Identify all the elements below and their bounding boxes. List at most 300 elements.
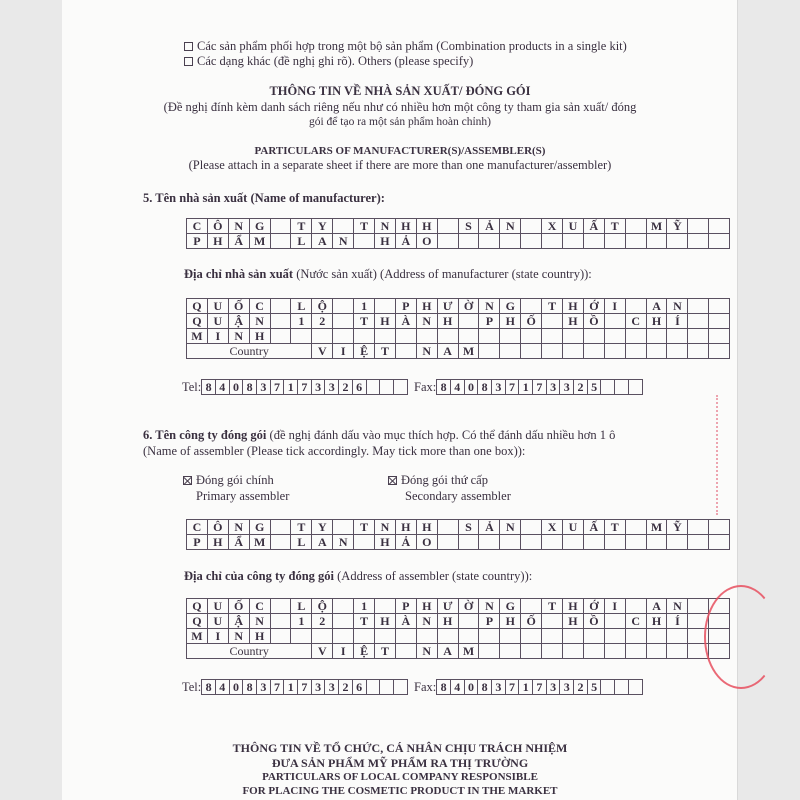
char-cell: H (395, 520, 416, 535)
char-cell (375, 629, 396, 644)
char-cell: H (646, 614, 667, 629)
digit-cell: 0 (464, 680, 478, 695)
digit-cell: 6 (352, 380, 366, 395)
char-cell: N (249, 614, 270, 629)
digit-cell: 7 (533, 380, 547, 395)
char-cell: U (207, 614, 228, 629)
char-cell: Í (667, 614, 688, 629)
char-cell: P (395, 599, 416, 614)
char-cell (688, 299, 709, 314)
char-cell (625, 234, 646, 249)
char-cell: A (646, 299, 667, 314)
char-cell (646, 535, 667, 550)
char-cell: Q (187, 614, 208, 629)
char-cell: H (563, 599, 584, 614)
country-cell (479, 344, 500, 359)
checked-checkbox-icon (388, 476, 397, 485)
char-cell: Ồ (583, 314, 604, 329)
char-cell (416, 329, 437, 344)
char-cell: Ỹ (667, 520, 688, 535)
char-cell: T (542, 599, 563, 614)
char-cell (437, 329, 458, 344)
char-cell: Ộ (312, 299, 333, 314)
char-cell (646, 629, 667, 644)
country-cell: M (458, 644, 479, 659)
char-cell (625, 520, 646, 535)
country-cell (500, 344, 521, 359)
country-cell: Ệ (354, 644, 375, 659)
country-cell: T (375, 644, 396, 659)
char-cell (604, 329, 625, 344)
char-cell: Q (187, 599, 208, 614)
char-cell: Ớ (583, 599, 604, 614)
char-cell (458, 614, 479, 629)
char-cell (521, 599, 542, 614)
country-cell (625, 644, 646, 659)
char-cell: Ả (479, 219, 500, 234)
char-cell (688, 535, 709, 550)
char-cell (270, 329, 291, 344)
digit-cell: 4 (450, 380, 464, 395)
digit-cell: 3 (560, 680, 574, 695)
footer-heading-en-1: PARTICULARS OF LOCAL COMPANY RESPONSIBLE (262, 771, 538, 783)
char-cell: Ấ (583, 520, 604, 535)
primary-assembler-en: Primary assembler (196, 489, 290, 503)
fax-label: Fax: (414, 379, 437, 394)
char-cell: P (479, 614, 500, 629)
char-cell: H (563, 614, 584, 629)
char-cell (354, 234, 375, 249)
digit-cell: 8 (243, 380, 257, 395)
footer-heading-en-2: FOR PLACING THE COSMETIC PRODUCT IN THE MARKET (242, 785, 558, 797)
char-cell: H (207, 234, 228, 249)
char-cell: N (667, 599, 688, 614)
country-cell (646, 344, 667, 359)
char-cell (270, 314, 291, 329)
char-cell: L (291, 535, 312, 550)
char-cell (375, 329, 396, 344)
footer-heading-vi-2: ĐƯA SẢN PHẨM MỸ PHẨM RA THỊ TRƯỜNG (271, 756, 529, 770)
char-cell: G (249, 219, 270, 234)
char-cell (521, 629, 542, 644)
char-cell (437, 520, 458, 535)
digit-cell (380, 680, 394, 695)
char-cell: N (333, 535, 354, 550)
q6-name-grid (186, 519, 730, 550)
char-cell (688, 520, 709, 535)
char-cell: H (437, 314, 458, 329)
char-cell (521, 329, 542, 344)
digit-cell (615, 680, 629, 695)
char-cell (270, 219, 291, 234)
digit-cell: 1 (519, 380, 533, 395)
char-cell: U (207, 599, 228, 614)
char-cell: N (228, 219, 249, 234)
digit-cell: 3 (257, 680, 271, 695)
country-cell (604, 644, 625, 659)
digit-cell: 7 (298, 380, 312, 395)
char-cell: T (604, 520, 625, 535)
q6-address-label-rest: (Address of assembler (state country)): (334, 569, 533, 583)
country-cell (604, 344, 625, 359)
char-cell (291, 629, 312, 644)
char-cell (646, 329, 667, 344)
char-cell: T (604, 219, 625, 234)
char-cell: H (563, 314, 584, 329)
country-cell (563, 344, 584, 359)
char-cell: N (416, 614, 437, 629)
char-cell: H (375, 314, 396, 329)
manufacturer-heading-vi: THÔNG TIN VỀ NHÀ SẢN XUẤT/ ĐÓNG GÓI (269, 84, 531, 98)
char-cell: N (667, 299, 688, 314)
char-cell (521, 520, 542, 535)
char-cell (416, 629, 437, 644)
country-cell (542, 344, 563, 359)
char-cell: Ớ (583, 299, 604, 314)
char-cell (688, 329, 709, 344)
char-cell: À (395, 314, 416, 329)
digit-cell: 0 (229, 380, 243, 395)
char-cell (333, 520, 354, 535)
char-cell (688, 314, 709, 329)
char-cell (625, 329, 646, 344)
char-cell (333, 329, 354, 344)
char-cell: H (646, 314, 667, 329)
char-cell: 1 (354, 299, 375, 314)
digit-cell: 8 (202, 680, 216, 695)
country-label: Country (187, 344, 312, 359)
q6-label-en: (Name of assembler (Please tick accordingly. May tick more than one box)): (143, 444, 526, 458)
country-cell: A (437, 344, 458, 359)
char-cell (709, 234, 730, 249)
char-cell (563, 234, 584, 249)
country-cell (583, 344, 604, 359)
char-cell (479, 629, 500, 644)
digit-cell: 8 (243, 680, 257, 695)
char-cell: T (354, 614, 375, 629)
char-cell (604, 629, 625, 644)
char-cell: N (333, 234, 354, 249)
digit-cell: 8 (202, 380, 216, 395)
char-cell (667, 234, 688, 249)
char-cell: P (187, 234, 208, 249)
char-cell (583, 629, 604, 644)
char-cell (333, 219, 354, 234)
digit-cell: 3 (311, 380, 325, 395)
digit-cell: 1 (284, 380, 298, 395)
q5-address-grid (186, 298, 730, 359)
char-cell: À (395, 614, 416, 629)
char-cell (500, 629, 521, 644)
char-cell (500, 329, 521, 344)
char-cell: P (479, 314, 500, 329)
char-cell (333, 629, 354, 644)
char-cell (688, 234, 709, 249)
char-cell (312, 329, 333, 344)
char-cell: Ộ (312, 599, 333, 614)
char-cell: M (187, 629, 208, 644)
char-cell: N (500, 219, 521, 234)
char-cell: Ả (395, 535, 416, 550)
char-cell (458, 535, 479, 550)
digit-cell: 1 (284, 680, 298, 695)
char-cell (395, 329, 416, 344)
char-cell (354, 629, 375, 644)
char-cell (437, 219, 458, 234)
char-cell: T (354, 314, 375, 329)
digit-cell: 3 (491, 380, 505, 395)
char-cell (521, 535, 542, 550)
digit-cell: 2 (574, 380, 588, 395)
char-cell (270, 234, 291, 249)
country-cell: A (437, 644, 458, 659)
digit-cell: 8 (437, 680, 451, 695)
char-cell: Ồ (583, 614, 604, 629)
primary-assembler-option (183, 474, 274, 487)
char-cell (583, 535, 604, 550)
digit-cell: 7 (270, 380, 284, 395)
char-cell (270, 599, 291, 614)
q5-tel-boxes (201, 379, 407, 395)
char-cell: H (416, 219, 437, 234)
checkbox-icon (184, 57, 193, 66)
digit-cell: 7 (505, 380, 519, 395)
char-cell: X (542, 520, 563, 535)
char-cell: H (500, 314, 521, 329)
country-cell: V (312, 644, 333, 659)
char-cell (395, 629, 416, 644)
country-cell: I (333, 344, 354, 359)
q6-tel-boxes (201, 679, 407, 695)
digit-cell: 7 (270, 680, 284, 695)
tel-label: Tel: (182, 379, 202, 394)
char-cell: T (542, 299, 563, 314)
char-cell (458, 314, 479, 329)
char-cell (709, 314, 730, 329)
char-cell: Ờ (458, 599, 479, 614)
char-cell: U (563, 520, 584, 535)
char-cell: Y (312, 520, 333, 535)
char-cell (563, 535, 584, 550)
country-cell (667, 344, 688, 359)
digit-cell: 7 (533, 680, 547, 695)
char-cell: O (416, 535, 437, 550)
char-cell (542, 629, 563, 644)
country-cell (395, 644, 416, 659)
char-cell (646, 234, 667, 249)
digit-cell: 8 (478, 680, 492, 695)
char-cell: Ả (479, 520, 500, 535)
digit-cell: 7 (505, 680, 519, 695)
char-cell: Ố (228, 299, 249, 314)
char-cell (688, 599, 709, 614)
char-cell: H (416, 520, 437, 535)
digit-cell (393, 380, 407, 395)
char-cell (312, 629, 333, 644)
char-cell: H (563, 299, 584, 314)
digit-cell: 3 (546, 380, 560, 395)
digit-cell (366, 380, 380, 395)
kit-option-others (184, 55, 473, 68)
char-cell: M (249, 234, 270, 249)
char-cell: N (479, 299, 500, 314)
char-cell (542, 314, 563, 329)
char-cell: Ô (207, 219, 228, 234)
char-cell (521, 299, 542, 314)
q6-label-bold: 6. Tên công ty đóng gói (143, 428, 267, 442)
q6-label (143, 429, 615, 442)
char-cell: C (625, 614, 646, 629)
char-cell: Q (187, 314, 208, 329)
country-cell: Ệ (354, 344, 375, 359)
char-cell (521, 234, 542, 249)
digit-cell: 1 (519, 680, 533, 695)
country-cell (709, 344, 730, 359)
char-cell (333, 614, 354, 629)
char-cell (458, 329, 479, 344)
char-cell (709, 299, 730, 314)
char-cell (542, 234, 563, 249)
char-cell (583, 329, 604, 344)
digit-cell (628, 680, 642, 695)
digit-cell: 5 (587, 680, 601, 695)
country-cell: M (458, 344, 479, 359)
char-cell: N (500, 520, 521, 535)
char-cell (479, 535, 500, 550)
char-cell: M (249, 535, 270, 550)
char-cell: H (375, 234, 396, 249)
char-cell (270, 520, 291, 535)
char-cell: Y (312, 219, 333, 234)
footer-heading-vi-1: THÔNG TIN VỀ TỔ CHỨC, CÁ NHÂN CHỊU TRÁCH NHIỆM (232, 741, 568, 755)
country-cell (646, 644, 667, 659)
checked-checkbox-icon (183, 476, 192, 485)
digit-cell: 3 (325, 380, 339, 395)
char-cell: 1 (291, 614, 312, 629)
char-cell: U (207, 299, 228, 314)
digit-cell: 3 (546, 680, 560, 695)
char-cell: H (416, 599, 437, 614)
digit-cell: 4 (450, 680, 464, 695)
char-cell: Ả (395, 234, 416, 249)
country-cell: N (416, 644, 437, 659)
digit-cell (615, 380, 629, 395)
char-cell: L (291, 299, 312, 314)
char-cell: I (207, 329, 228, 344)
char-cell (625, 629, 646, 644)
char-cell: S (458, 219, 479, 234)
digit-cell (380, 380, 394, 395)
q5-address-label-rest: (Nước sản xuất) (Address of manufacturer (state country)): (293, 267, 592, 281)
char-cell: N (228, 329, 249, 344)
q6-fax-boxes (436, 679, 642, 695)
char-cell (521, 219, 542, 234)
char-cell: Ỹ (667, 219, 688, 234)
char-cell: T (291, 520, 312, 535)
char-cell (354, 329, 375, 344)
char-cell (270, 299, 291, 314)
q6-address-label (184, 570, 532, 583)
country-cell (521, 644, 542, 659)
char-cell (333, 599, 354, 614)
digit-cell: 3 (560, 380, 574, 395)
q5-address-label (184, 268, 592, 281)
kit-option-label: Các dạng khác (đề nghị ghi rõ). Others (please specify) (197, 54, 474, 68)
char-cell (709, 329, 730, 344)
char-cell (437, 629, 458, 644)
q5-address-label-bold: Địa chỉ nhà sản xuất (184, 267, 294, 281)
q5-fax-boxes (436, 379, 642, 395)
char-cell (625, 219, 646, 234)
char-cell: H (437, 614, 458, 629)
char-cell: I (207, 629, 228, 644)
char-cell: H (249, 329, 270, 344)
char-cell: N (228, 520, 249, 535)
char-cell: Ẩ (228, 234, 249, 249)
country-cell: T (375, 344, 396, 359)
char-cell: C (187, 520, 208, 535)
digit-cell (628, 380, 642, 395)
char-cell: A (312, 535, 333, 550)
char-cell: M (646, 219, 667, 234)
country-cell: V (312, 344, 333, 359)
primary-assembler-vi: Đóng gói chính (196, 473, 274, 487)
char-cell (500, 535, 521, 550)
char-cell: Ư (437, 299, 458, 314)
country-cell (542, 644, 563, 659)
char-cell: A (646, 599, 667, 614)
char-cell (291, 329, 312, 344)
char-cell: H (500, 614, 521, 629)
digit-cell: 3 (257, 380, 271, 395)
char-cell: S (458, 520, 479, 535)
char-cell: H (375, 614, 396, 629)
digit-cell: 3 (325, 680, 339, 695)
country-cell (395, 344, 416, 359)
char-cell (604, 234, 625, 249)
char-cell: Ô (207, 520, 228, 535)
q6-address-grid (186, 598, 730, 659)
digit-cell (601, 380, 615, 395)
char-cell (333, 299, 354, 314)
char-cell (709, 535, 730, 550)
char-cell: Ố (521, 614, 542, 629)
stamp-mark (716, 395, 738, 515)
digit-cell (393, 680, 407, 695)
char-cell: N (228, 629, 249, 644)
char-cell: Ố (521, 314, 542, 329)
kit-option-label: Các sản phẩm phối hợp trong một bộ sản phẩm (Combination products in a single kit) (197, 39, 627, 53)
char-cell: G (500, 299, 521, 314)
manufacturer-note-vi-2: gói để tạo ra một sản phẩm hoàn chỉnh) (308, 116, 492, 128)
char-cell: Ẩ (228, 535, 249, 550)
char-cell (667, 329, 688, 344)
char-cell: T (291, 219, 312, 234)
secondary-assembler-option (388, 474, 488, 487)
char-cell: C (187, 219, 208, 234)
char-cell: L (291, 599, 312, 614)
char-cell: P (395, 299, 416, 314)
red-seal-icon (704, 585, 778, 689)
char-cell (583, 234, 604, 249)
manufacturer-heading-en: PARTICULARS OF MANUFACTURER(S)/ASSEMBLER(S) (254, 145, 546, 157)
char-cell: C (249, 299, 270, 314)
char-cell (604, 535, 625, 550)
digit-cell: 3 (491, 680, 505, 695)
q5-tel-row (182, 379, 408, 395)
char-cell: Q (187, 299, 208, 314)
kit-option-combination (184, 40, 627, 53)
